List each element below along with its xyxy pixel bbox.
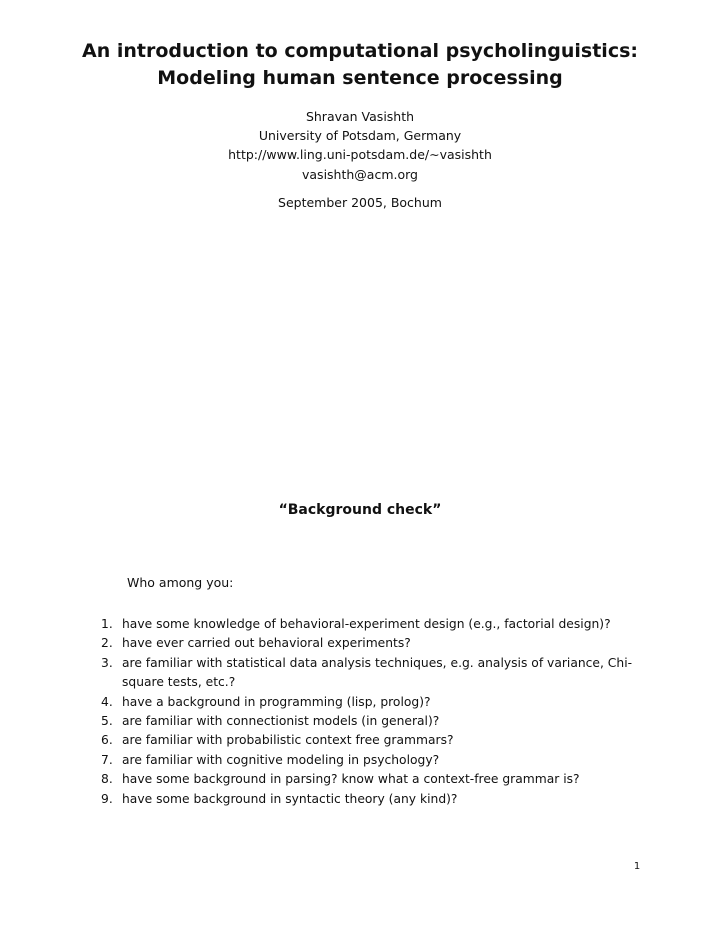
list-item: [101, 751, 661, 770]
section-title: “Background check”: [278, 502, 442, 518]
list-item-text: are familiar with connectionist models (in general)?: [122, 714, 440, 729]
title-line-2: Modeling human sentence processing: [157, 67, 563, 89]
list-item-number: 3.: [101, 655, 113, 670]
list-item-number: 7.: [101, 752, 113, 767]
list-item-text: have ever carried out behavioral experiments?: [122, 636, 411, 651]
list-item-text: have some knowledge of behavioral-experiment design (e.g., factorial design)?: [122, 617, 611, 631]
list-item: [101, 770, 661, 789]
author-block: [0, 107, 720, 184]
section-intro: Who among you:: [127, 575, 234, 590]
list-item-text: have a background in programming (lisp, prolog)?: [122, 694, 431, 709]
list-item: [101, 790, 661, 809]
author-email: vasishth@acm.org: [302, 166, 418, 182]
list-item-text: are familiar with probabilistic context free grammars?: [122, 733, 454, 748]
list-item-number: 9.: [101, 791, 113, 806]
list-item-number: 5.: [101, 714, 113, 729]
document-title: [0, 38, 720, 92]
list-item-text: have some background in syntactic theory (any kind)?: [122, 791, 458, 806]
title-line-1: An introduction to computational psycholinguistics:: [82, 40, 638, 62]
list-item-number: 2.: [101, 636, 113, 651]
date-location: September 2005, Bochum: [278, 195, 442, 210]
list-item: [101, 693, 661, 712]
list-item: [101, 731, 661, 750]
list-item-text: are familiar with statistical data analysis techniques, e.g. analysis of variance, Chi-square tests, etc.?: [122, 655, 633, 690]
question-list: [101, 615, 661, 809]
author-affiliation: University of Potsdam, Germany: [258, 128, 462, 144]
list-item-text: are familiar with cognitive modeling in psychology?: [122, 752, 440, 767]
list-item-number: 6.: [101, 733, 113, 748]
author-name: Shravan Vasishth: [305, 109, 415, 124]
list-item-number: 8.: [101, 772, 113, 787]
page-number: 1: [633, 861, 641, 872]
author-url: http://www.ling.uni-potsdam.de/∼vasishth: [228, 147, 492, 163]
list-item-text: have some background in parsing? know what a context-free grammar is?: [122, 772, 580, 787]
list-item-number: 1.: [101, 617, 113, 631]
list-item-number: 4.: [101, 694, 113, 709]
list-item: [101, 712, 661, 731]
list-item: [101, 615, 661, 634]
list-item: [101, 654, 661, 693]
list-item: [101, 634, 661, 653]
